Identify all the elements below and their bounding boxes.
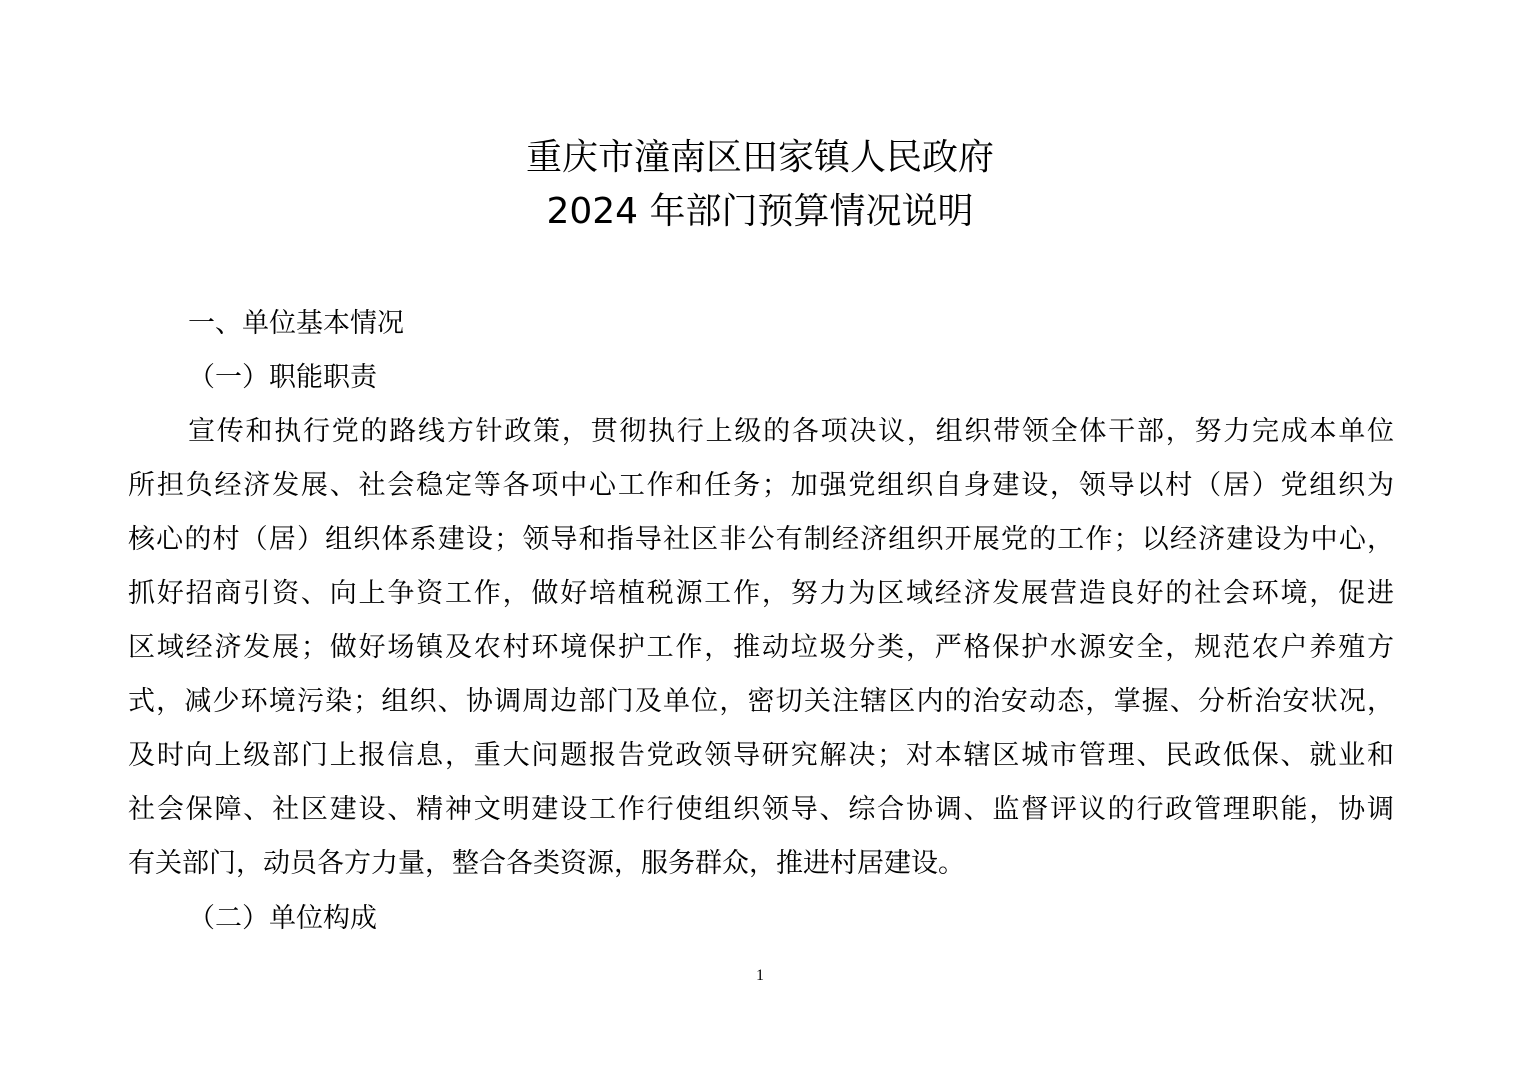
subsection-heading-duties: （一）职能职责	[188, 362, 377, 393]
section-heading-basic-info: 一、单位基本情况	[188, 308, 404, 339]
paragraph-line: 所担负经济发展、社会稳定等各项中心工作和任务；加强党组织自身建设，领导以村（居）党组织为	[128, 470, 1394, 501]
page-number: 1	[756, 967, 764, 984]
document-title-line2: 2024 年部门预算情况说明	[546, 191, 974, 232]
paragraph-line: 核心的村（居）组织体系建设；领导和指导社区非公有制经济组织开展党的工作；以经济建设为中心，	[128, 524, 1394, 555]
document-title-line1: 重庆市潼南区田家镇人民政府	[525, 137, 994, 178]
subsection-heading-composition: （二）单位构成	[188, 903, 377, 934]
paragraph-line: 区域经济发展；做好场镇及农村环境保护工作，推动垃圾分类，严格保护水源安全，规范农户养殖方	[128, 632, 1394, 663]
paragraph-line: 社会保障、社区建设、精神文明建设工作行使组织领导、综合协调、监督评议的行政管理职能，协调	[128, 794, 1394, 825]
paragraph-line: 有关部门，动员各方力量，整合各类资源，服务群众，推进村居建设。	[128, 848, 965, 879]
paragraph-line: 宣传和执行党的路线方针政策，贯彻执行上级的各项决议，组织带领全体干部，努力完成本单位	[188, 416, 1394, 447]
paragraph-line: 式，减少环境污染；组织、协调周边部门及单位，密切关注辖区内的治安动态，掌握、分析治安状况，	[128, 686, 1394, 717]
paragraph-line: 抓好招商引资、向上争资工作，做好培植税源工作，努力为区域经济发展营造良好的社会环境，促进	[128, 578, 1394, 609]
paragraph-line: 及时向上级部门上报信息，重大问题报告党政领导研究解决；对本辖区城市管理、民政低保、就业和	[128, 740, 1394, 771]
